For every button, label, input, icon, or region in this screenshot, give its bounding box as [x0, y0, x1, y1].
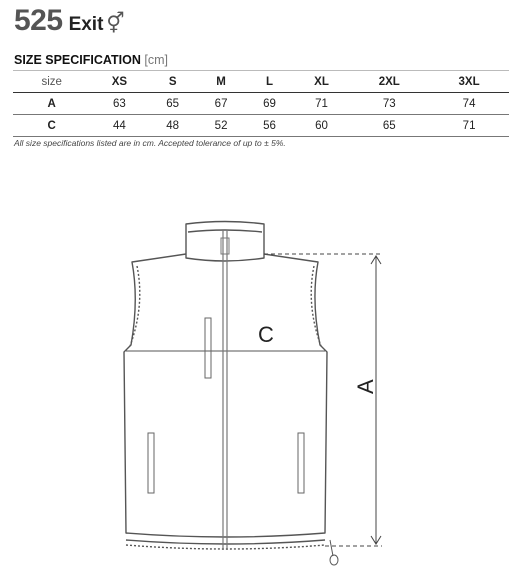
- column-header-l: L: [265, 75, 273, 88]
- right-pocket-zip: [298, 433, 304, 493]
- unisex-icon: ⚥: [106, 11, 125, 35]
- table-cell: 63: [113, 97, 126, 110]
- dimension-label-a: A: [353, 379, 378, 394]
- measurement-arrow-icon: [264, 254, 382, 546]
- vest-outline-icon: [124, 222, 327, 550]
- table-cell: 65: [382, 119, 396, 132]
- table-cell: 69: [263, 97, 276, 110]
- drawcord-icon: [330, 540, 338, 565]
- tolerance-note: All size specifications listed are in cm. Accepted tolerance of up to ± 5%.: [14, 138, 286, 148]
- table-cell: 73: [382, 97, 396, 110]
- table-cell: 44: [113, 119, 126, 132]
- row-label: A: [47, 97, 56, 110]
- dimension-label-c: C: [258, 322, 274, 347]
- column-header-xs: XS: [111, 75, 128, 88]
- column-header-m: M: [216, 75, 226, 88]
- hem-band: [126, 540, 325, 544]
- table-cell: 48: [166, 119, 180, 132]
- column-header-3xl: 3XL: [458, 75, 480, 88]
- zipper-icon: [221, 230, 229, 550]
- table-cell: 65: [166, 97, 180, 110]
- table-cell: 52: [214, 119, 228, 132]
- collar-outline: [186, 222, 264, 262]
- table-cell: 74: [462, 97, 476, 110]
- product-code: 525: [14, 4, 63, 37]
- left-pocket-zip: [148, 433, 154, 493]
- product-name: Exit: [68, 14, 104, 35]
- column-header-s: S: [168, 75, 177, 88]
- column-header-xl: XL: [314, 75, 329, 88]
- vest-body-outline: [124, 254, 327, 537]
- table-cell: 56: [263, 119, 276, 132]
- column-header-size: size: [41, 75, 62, 88]
- table-cell: 71: [462, 119, 476, 132]
- collar-inner-line: [188, 230, 262, 232]
- table-cell: 71: [315, 97, 328, 110]
- table-cell: 60: [315, 119, 328, 132]
- hem-stitch: [126, 545, 325, 549]
- pocket-zippers: [148, 318, 304, 493]
- row-label: C: [47, 119, 56, 132]
- chest-pocket-zip: [205, 318, 211, 378]
- spec-unit: [cm]: [144, 53, 168, 67]
- column-header-2xl: 2XL: [378, 75, 400, 88]
- spec-title: SIZE SPECIFICATION: [14, 53, 141, 67]
- table-cell: 67: [214, 97, 228, 110]
